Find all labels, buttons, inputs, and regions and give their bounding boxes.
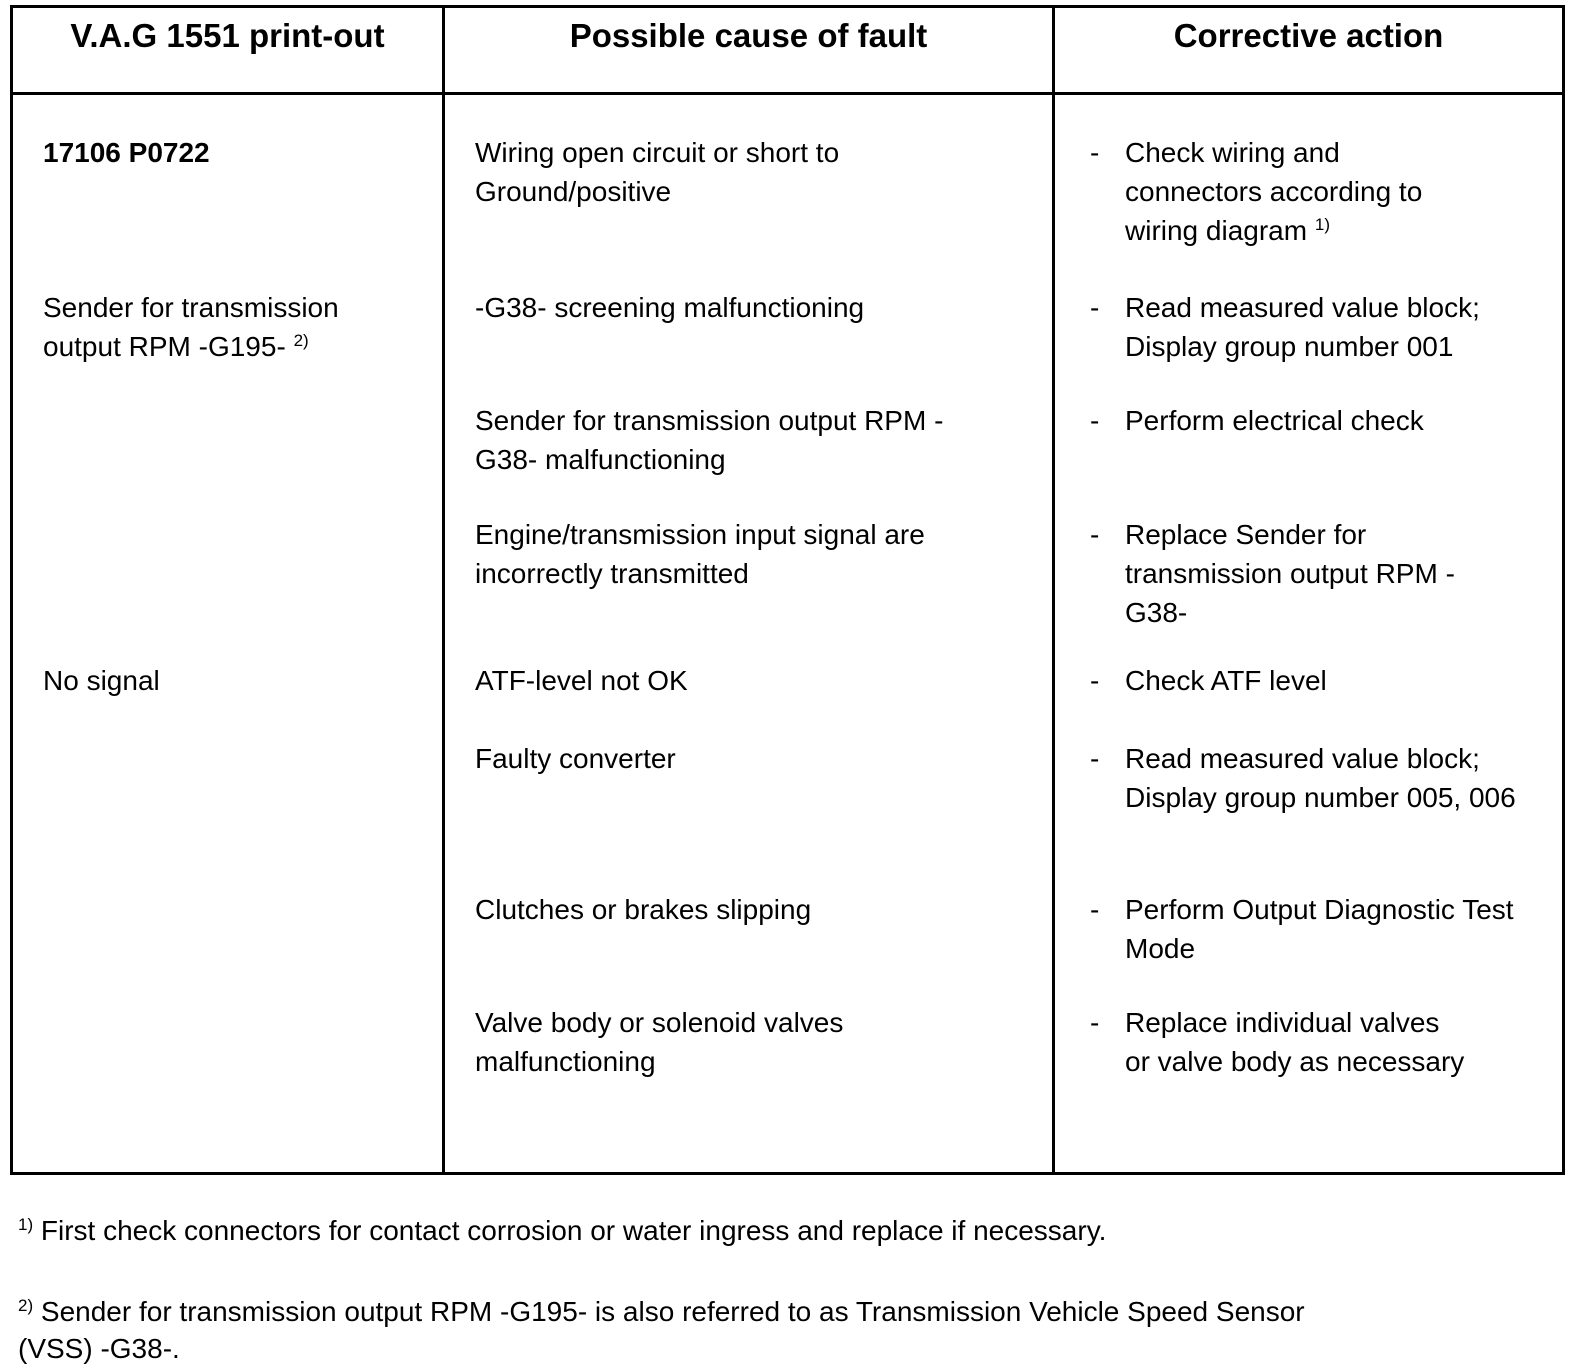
fault-table — [10, 5, 1565, 1175]
cause-row: ATF-level not OK — [475, 665, 688, 696]
header-printout: V.A.G 1551 print-out — [70, 17, 385, 54]
bullet-dash: - — [1090, 137, 1100, 168]
action-row: - Replace individual valves or valve body as necessary — [1090, 1003, 1470, 1081]
bullet-dash: - — [1090, 743, 1100, 774]
cause-row: Valve body or solenoid valves malfunctioning — [475, 1007, 844, 1077]
bullet-dash: - — [1090, 665, 1100, 696]
bullet-dash: - — [1090, 292, 1100, 323]
action-row: - Read measured value block; Display group number 001 — [1090, 288, 1560, 366]
footnote-mark: 1) — [18, 1215, 34, 1234]
action-row: - Perform Output Diagnostic Test Mode — [1090, 890, 1560, 968]
cause-row: -G38- screening malfunctioning — [475, 292, 865, 323]
action-row: - Check ATF level — [1090, 661, 1560, 700]
action-row: - Check wiring and connectors according to wiring diagram $^{1)}$ — [1090, 133, 1480, 250]
action-row: - Perform electrical check — [1090, 401, 1560, 440]
bullet-dash: - — [1090, 405, 1100, 436]
footnote-2: $^{2)}$ Sender for transmission output RPM -G195- is also referred to as Transmission Vehicle Speed Sensor (VSS) -G38-. — [18, 1296, 1305, 1364]
fault-code: 17106 P0722 — [43, 137, 210, 168]
cause-row: Sender for transmission output RPM - G38- malfunctioning — [475, 405, 944, 475]
action-row: - Read measured value block; Display group number 005, 006 — [1090, 739, 1560, 817]
footnote-mark: 2) — [18, 1296, 34, 1315]
footnote-ref-1: 1) — [1314, 215, 1330, 234]
column-divider — [442, 8, 445, 1172]
cause-row: Clutches or brakes slipping — [475, 894, 812, 925]
header-cause: Possible cause of fault — [569, 17, 928, 54]
header-action: Corrective action — [1173, 17, 1444, 54]
cause-row: Wiring open circuit or short to Ground/positive — [475, 137, 840, 207]
fault-no-signal: No signal — [43, 665, 160, 696]
bullet-dash: - — [1090, 519, 1100, 550]
fault-sender: Sender for transmission output RPM -G195- $^{2)}$ — [43, 292, 339, 362]
cause-row: Engine/transmission input signal are incorrectly transmitted — [475, 519, 925, 589]
bullet-dash: - — [1090, 1007, 1100, 1038]
header-divider — [13, 92, 1562, 95]
footnote-ref-2: 2) — [293, 331, 309, 350]
action-row: - Replace Sender for transmission output RPM -G38- — [1090, 515, 1485, 632]
column-divider — [1052, 8, 1055, 1172]
footnote-1: $^{1)}$ First check connectors for contact corrosion or water ingress and replace if necessary. — [18, 1215, 1107, 1246]
cause-row: Faulty converter — [475, 743, 676, 774]
bullet-dash: - — [1090, 894, 1100, 925]
